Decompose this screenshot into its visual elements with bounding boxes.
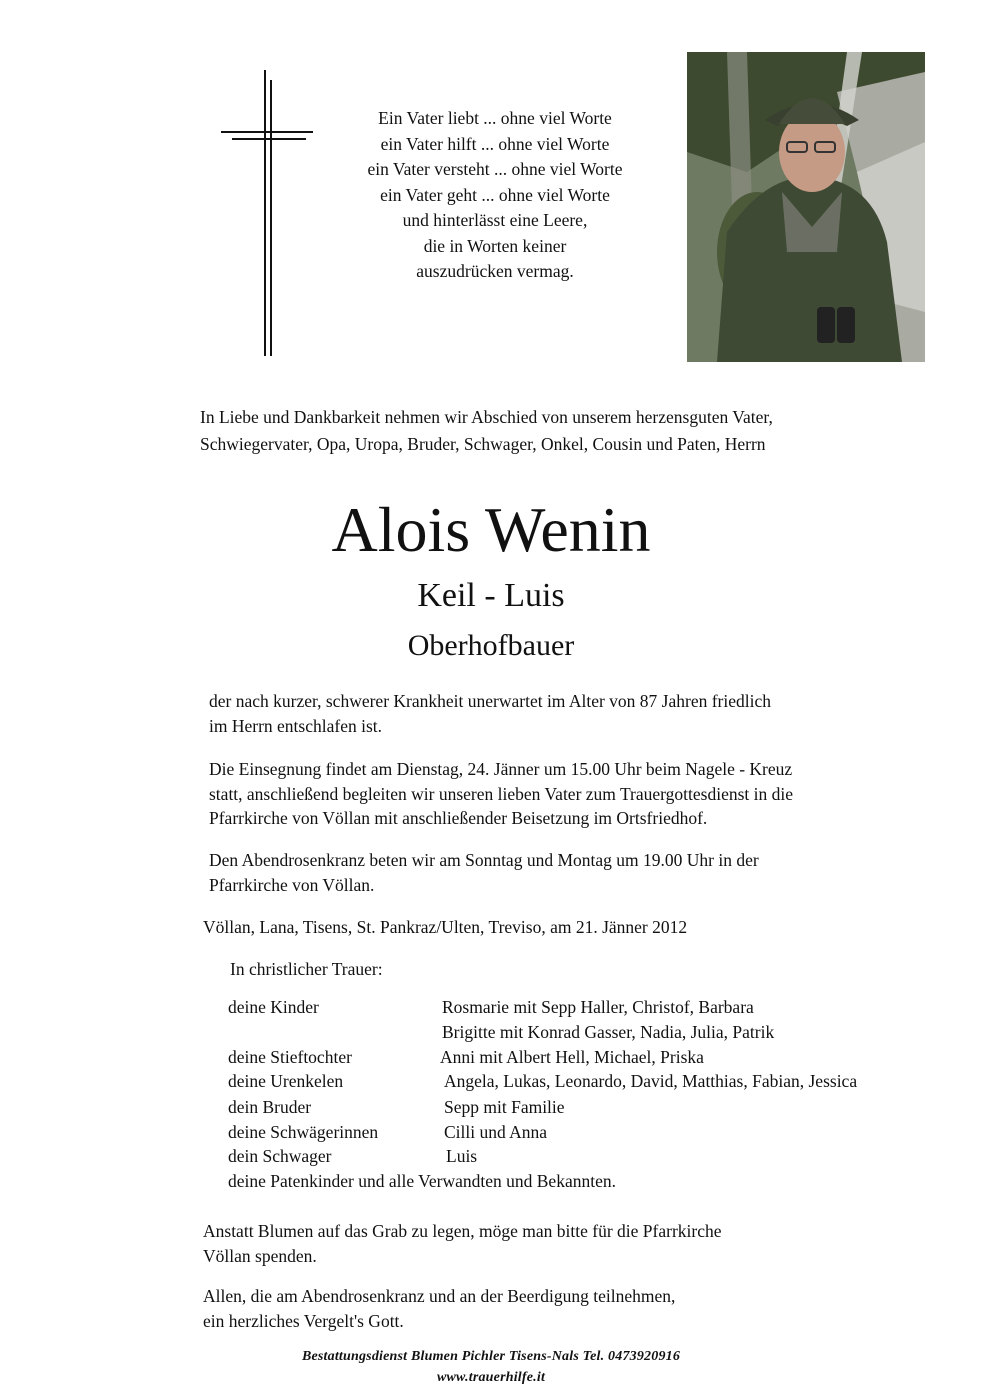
poem-line: ein Vater versteht ... ohne viel Worte (367, 159, 623, 179)
closing-line: Allen, die am Abendrosenkranz und an der Beerdigung teilnehmen, (203, 1286, 676, 1306)
paragraph-line: Pfarrkirche von Völlan. (209, 874, 375, 895)
cross-icon-bar (221, 131, 313, 133)
closing-thanks (203, 1284, 675, 1333)
family-relation: dein Schwager (228, 1146, 332, 1166)
family-row (0, 995, 982, 1019)
intro-text (200, 404, 920, 458)
paragraph-line: im Herrn entschlafen ist. (209, 715, 383, 736)
poem-line: und hinterlässt eine Leere, (402, 210, 588, 230)
closing-flowers (203, 1219, 722, 1268)
footer-website: www.trauerhilfe.it (436, 1370, 546, 1385)
deceased-farm: Oberhofbauer (407, 629, 575, 662)
poem-line: auszudrücken vermag. (416, 261, 574, 281)
cross-icon (264, 70, 266, 356)
mourning-header: In christlicher Trauer: (230, 959, 383, 979)
poem-line: die in Worten keiner (423, 235, 567, 256)
paragraph-funeral (209, 757, 949, 831)
family-row (0, 1169, 982, 1193)
family-row (0, 1144, 982, 1168)
family-row (0, 1045, 982, 1069)
poem-line: Ein Vater liebt ... ohne viel Worte (378, 108, 612, 128)
footer-undertaker: Bestattungsdienst Blumen Pichler Tisens-Nals Tel. 0473920916 (301, 1349, 681, 1364)
family-row (0, 1120, 982, 1144)
family-relation: deine Schwägerinnen (228, 1122, 379, 1142)
family-names: Sepp mit Familie (444, 1097, 565, 1117)
cross-icon-line (270, 80, 272, 356)
family-names: Anni mit Albert Hell, Michael, Priska (440, 1047, 704, 1067)
cross-icon-bar-inner (232, 138, 306, 140)
family-relation: deine Patenkinder und alle Verwandten und Bekannten. (228, 1171, 616, 1191)
poem (320, 106, 670, 285)
closing-line: ein herzliches Vergelt's Gott. (203, 1310, 404, 1331)
paragraph-line: der nach kurzer, schwerer Krankheit unerwartet im Alter von 87 Jahren friedlich (209, 691, 771, 711)
family-names: Rosmarie mit Sepp Haller, Christof, Barbara (442, 997, 754, 1017)
family-relation: deine Kinder (228, 997, 319, 1017)
intro-line: In Liebe und Dankbarkeit nehmen wir Abschied von unserem herzensguten Vater, (200, 407, 773, 427)
family-relation: dein Bruder (228, 1097, 312, 1117)
family-names: Cilli und Anna (444, 1122, 548, 1142)
family-relation: deine Urenkelen (228, 1071, 344, 1091)
portrait-photo (687, 52, 925, 362)
deceased-nickname: Keil - Luis (417, 577, 565, 614)
paragraph-death (209, 689, 949, 738)
paragraph-line: Den Abendrosenkranz beten wir am Sonntag und Montag um 19.00 Uhr in der (209, 850, 759, 870)
paragraph-rosary (209, 848, 949, 897)
closing-line: Völlan spenden. (203, 1245, 317, 1266)
family-names: Angela, Lukas, Leonardo, David, Matthias, Fabian, Jessica (444, 1071, 858, 1091)
paragraph-line: Die Einsegnung findet am Dienstag, 24. Jänner um 15.00 Uhr beim Nagele - Kreuz (209, 759, 793, 779)
family-row (0, 1095, 982, 1119)
family-row (0, 1069, 982, 1093)
poem-line: ein Vater hilft ... ohne viel Worte (380, 133, 610, 154)
family-names: Luis (446, 1146, 478, 1166)
family-names: Brigitte mit Konrad Gasser, Nadia, Julia, Patrik (442, 1022, 775, 1042)
paragraph-line: Pfarrkirche von Völlan mit anschließender Beisetzung im Ortsfriedhof. (209, 808, 708, 828)
paragraph-line: statt, anschließend begleiten wir unseren lieben Vater zum Trauergottesdienst in die (209, 783, 794, 804)
poem-line: ein Vater geht ... ohne viel Worte (380, 184, 610, 205)
deceased-name: Alois Wenin (331, 494, 651, 565)
family-relation: deine Stieftochter (228, 1047, 352, 1067)
closing-line: Anstatt Blumen auf das Grab zu legen, möge man bitte für die Pfarrkirche (203, 1221, 722, 1241)
place-date: Völlan, Lana, Tisens, St. Pankraz/Ulten, Treviso, am 21. Jänner 2012 (203, 917, 688, 937)
family-row (0, 1020, 982, 1044)
intro-line: Schwiegervater, Opa, Uropa, Bruder, Schwager, Onkel, Cousin und Paten, Herrn (200, 434, 766, 454)
